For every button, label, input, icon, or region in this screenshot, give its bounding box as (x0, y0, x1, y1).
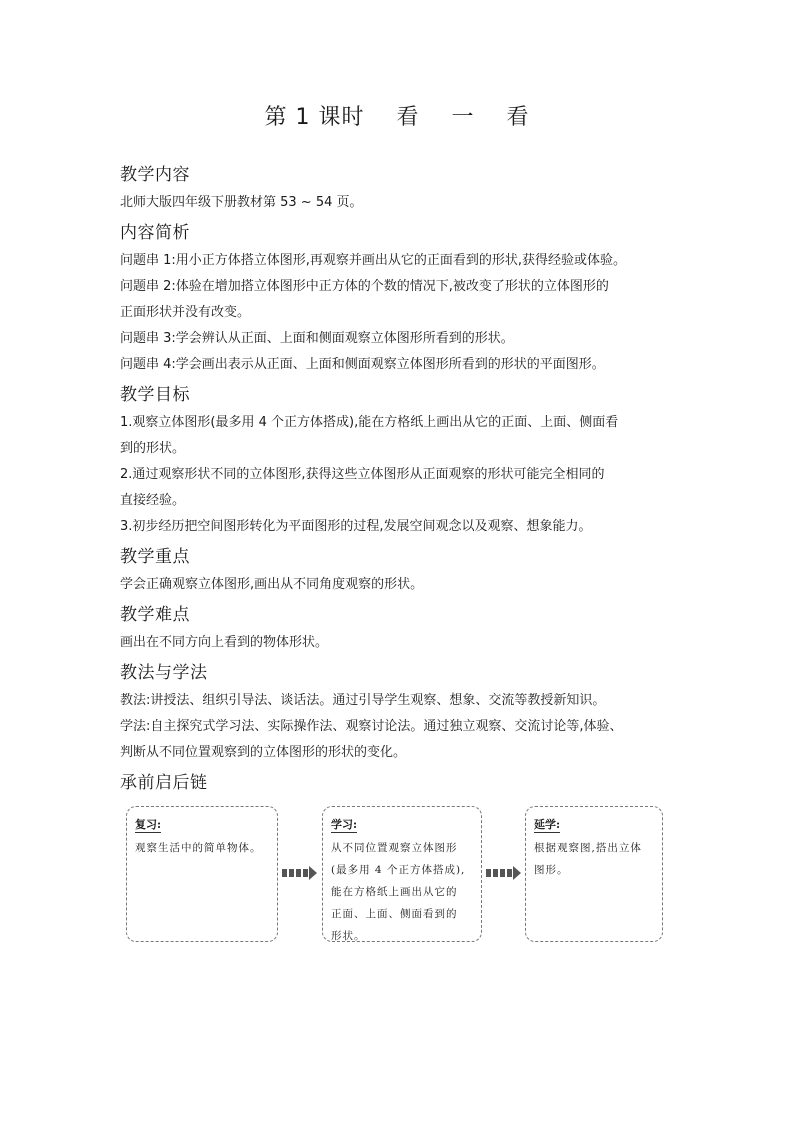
paragraph: 教法:讲授法、组织引导法、谈话法。通过引导学生观察、想象、交流等教授新知识。 (120, 693, 606, 708)
arrow-right-icon (282, 866, 318, 880)
review-label: 复习: (135, 818, 162, 831)
paragraph: 北师大版四年级下册教材第 53 ~ 54 页。 (120, 195, 363, 210)
learn-text-line: 形状。 (331, 930, 366, 942)
learn-text-line: 正面、上面、侧面看到的 (331, 908, 458, 920)
section-heading-focus: 教学重点 (120, 547, 190, 567)
paragraph: 到的形状。 (120, 441, 186, 456)
review-box (126, 806, 278, 942)
paragraph: 问题串 2:体验在增加搭立体图形中正方体的个数的情况下,被改变了形状的立体图形的 (120, 279, 609, 294)
paragraph: 判断从不同位置观察到的立体图形的形状的变化。 (120, 745, 407, 760)
paragraph: 问题串 3:学会辨认从正面、上面和侧面观察立体图形所看到的形状。 (120, 331, 514, 346)
section-heading-content: 教学内容 (120, 165, 190, 185)
paragraph: 正面形状并没有改变。 (120, 305, 251, 320)
review-text: 观察生活中的简单物体。 (135, 842, 262, 854)
paragraph: 学法:自主探究式学习法、实际操作法、观察讨论法。通过独立观察、交流讨论等,体验、 (120, 719, 623, 734)
arrow-right-icon (486, 866, 522, 880)
document-body (120, 160, 680, 798)
paragraph: 1.观察立体图形(最多用 4 个正方体搭成),能在方格纸上画出从它的正面、上面、侧面看 (120, 415, 619, 430)
learn-text-line: 能在方格纸上画出从它的 (331, 886, 458, 898)
section-heading-chain: 承前启后链 (120, 773, 208, 793)
paragraph: 画出在不同方向上看到的物体形状。 (120, 635, 329, 650)
paragraph: 3.初步经历把空间图形转化为平面图形的过程,发展空间观念以及观察、想象能力。 (120, 519, 592, 534)
paragraph: 直接经验。 (120, 493, 186, 508)
extend-box (525, 806, 663, 942)
learn-box (322, 806, 482, 942)
section-heading-methods: 教法与学法 (120, 663, 208, 683)
extend-label: 延学: (534, 818, 561, 831)
paragraph: 问题串 1:用小正方体搭立体图形,再观察并画出从它的正面看到的形状,获得经验或体验。 (120, 253, 627, 268)
paragraph: 2.通过观察形状不同的立体图形,获得这些立体图形从正面观察的形状可能完全相同的 (120, 467, 605, 482)
extend-text-line: 图形。 (534, 864, 569, 876)
page-title: 第 1 课时 看 一 看 (264, 105, 530, 130)
learn-text-line: (最多用 4 个正方体搭成), (331, 864, 466, 876)
section-heading-analysis: 内容简析 (120, 223, 190, 243)
learning-chain-flow (0, 806, 794, 946)
learn-text-line: 从不同位置观察立体图形 (331, 842, 458, 854)
learn-label: 学习: (331, 818, 358, 831)
section-heading-goals: 教学目标 (120, 385, 190, 405)
paragraph: 问题串 4:学会画出表示从正面、上面和侧面观察立体图形所看到的形状的平面图形。 (120, 357, 605, 372)
extend-text-line: 根据观察图,搭出立体 (534, 842, 642, 854)
section-heading-difficulty: 教学难点 (120, 605, 190, 625)
paragraph: 学会正确观察立体图形,画出从不同角度观察的形状。 (120, 577, 424, 592)
